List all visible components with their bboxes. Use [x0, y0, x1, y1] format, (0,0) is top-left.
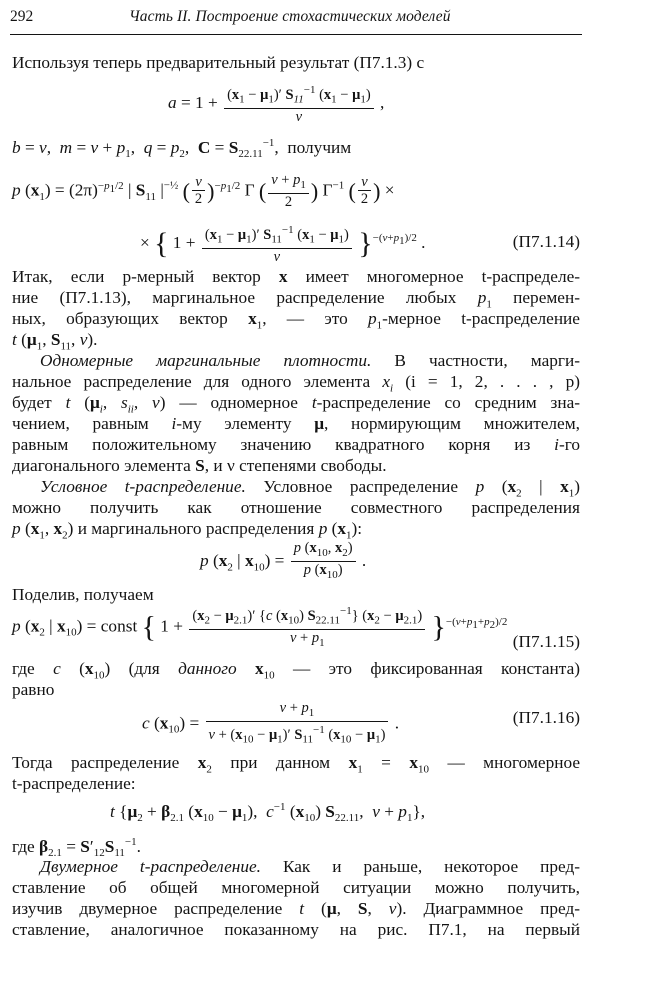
text-line: равным положительному значению квадратного корня из i-го — [12, 435, 580, 454]
text-line: ставление об общей многомерной ситуации можно получить, — [12, 878, 580, 897]
text-line: где c $(x_{10})$ (для данного $x_{10}$ — это фиксированная константа) — [12, 659, 580, 682]
equation-c: c $(x_{10})$ = $\frac{\nu + p_1}{\nu + (x_{10} - \mu_1)' S_{11}^{-1} (x_{10} - \mu_1)}$ . — [142, 700, 400, 746]
text-line: Итак, если p-мерный вектор x имеет многомерное t-распределе- — [12, 267, 580, 286]
text-line: Используя теперь предварительный результат (П7.1.3) с — [12, 53, 425, 72]
text-line: ных, образующих вектор $x_1$, — это $p_1$-мерное t-распределение — [12, 309, 580, 332]
text-line: t ($\mu_1$, $S_{11}$, ν). — [12, 330, 98, 353]
text-line: p ($x_1$, $x_2$) и маргинального распределения p $(x_1)$: — [12, 519, 363, 542]
equation-p-x2: p ($x_2$ | $x_{10}$) = const { 1 + $\frac{(x_2 - \mu_{2.1})' \{c (x_{10}) S_{22.11}^{-1}\} (x_2 - \mu_{2.1})}{\nu + p_1}$ }$^{-(\nu+p_1+p_2)/2}$ — [12, 605, 508, 649]
equation-t-dist: t {$\mu_2 + \beta_{2.1}$ $(x_{10} - \mu_1)$, $c^{-1}$ $(x_{10})$ $S_{22.11}$, $\nu + p_1$}, — [110, 801, 426, 825]
equation-params: b = ν, $m = \nu + p_1$, $q = p_2$, $C = S_{22.11}^{-1}$, получим — [12, 137, 352, 161]
text-line: Одномерные маргинальные плотности. В частности, марги- — [40, 351, 580, 370]
text-line: Тогда распределение $x_2$ при данном $x_1 = x_{10}$ — многомерное — [12, 753, 580, 776]
equation-conditional: p ($x_2$ | $x_{10}$) = $\frac{p (x_{10}, x_2)}{p (x_{10})}$ . — [200, 540, 367, 581]
text-line: Двумерное t-распределение. Как и раньше, некоторое пред- — [40, 857, 580, 876]
equation-a: a = 1 + $\frac{(x_1 - \mu_1)' S_{11}^{-1} (x_1 - \mu_1)}{\nu}$ , — [168, 84, 385, 125]
text-line: равно — [12, 680, 55, 699]
text-line: где $\beta_{2.1} = S'_{12}S_{11}^{-1}$. — [12, 836, 141, 860]
text-line: чением, равным i-му элементу μ, нормирующим множителем, — [12, 414, 580, 433]
text-line: будет t ($\mu_i$, $s_{ii}$, ν) — одномерное t-распределение со средним зна- — [12, 393, 580, 416]
equation-label: (П7.1.15) — [512, 632, 580, 651]
equation-label: (П7.1.16) — [512, 708, 580, 727]
text-line: Поделив, получаем — [12, 585, 154, 604]
text-line: ставление, аналогичное показанному на рис. П7.1, на первый — [12, 920, 580, 939]
text-line: нальное распределение для одного элемента $x_i$ (i = 1, 2, . . . , p) — [12, 372, 581, 395]
equation-p-x1-cont: × { 1 + $\frac{(x_1 - \mu_1)' S_{11}^{-1} (x_1 - \mu_1)}{\nu}$ }$^{-(\nu+p_1)/2}$ . — [140, 224, 426, 265]
header-rule — [10, 34, 582, 35]
text-line: можно получить как отношение совместного распределения — [12, 498, 580, 517]
text-line: t-распределение: — [12, 774, 136, 793]
equation-p-x1: p $(x_1) = (2\pi)^{-p_1/2}$ | $S_{11}$ $|^{-\frac{1}{2}}$ ( $\frac{\nu}{2}$ )$^{-p_1/2}$ Γ ( $\frac{\nu + p_1}{2}$ ) $\Gamma^{-1}$ ( $\frac{\nu}{2}$ ) × — [12, 172, 395, 210]
text-line: ние (П7.1.13), маргинальное распределение любых $p_1$ перемен- — [12, 288, 580, 311]
page-number: 292 — [10, 8, 34, 25]
equation-label: (П7.1.14) — [512, 232, 580, 251]
text-line: диагонального элемента S, и ν степенями свободы. — [12, 456, 387, 475]
text-line: изучив двумерное распределение t (μ, S, ν). Диаграммное пред- — [12, 899, 581, 918]
text-line: Условное t-распределение. Условное распределение p ($x_2$ | $x_1$) — [40, 477, 580, 500]
running-title: Часть II. Построение стохастических моделей — [129, 8, 451, 25]
